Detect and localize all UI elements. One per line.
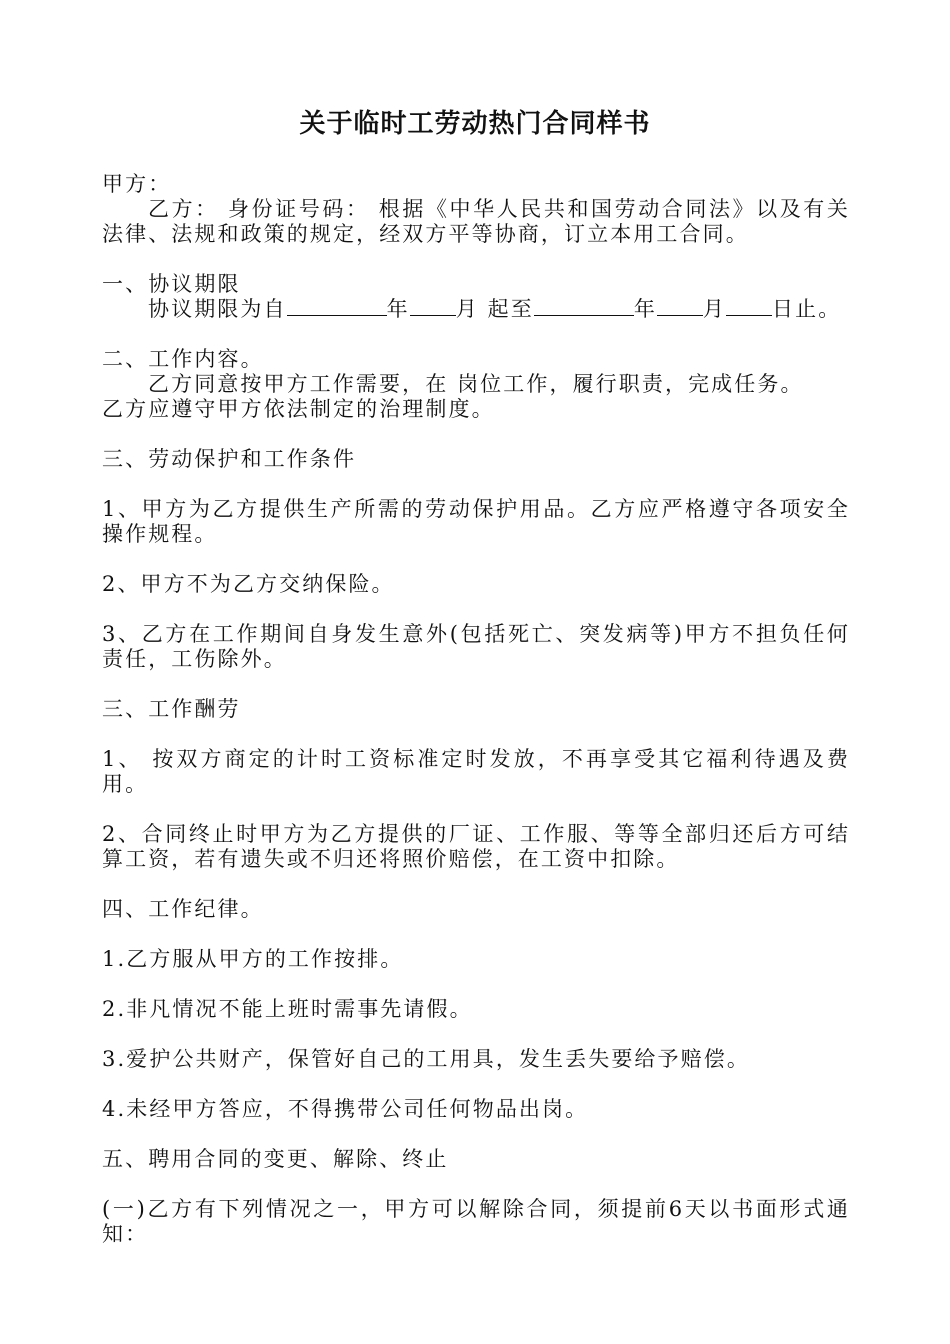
section-3b-item: 1、 按双方商定的计时工资标准定时发放，不再享受其它福利待遇及费用。 — [102, 747, 850, 796]
term-month-1: 月 — [455, 297, 479, 321]
term-suffix: 日止。 — [772, 297, 842, 321]
section-4-item: 3.爱护公共财产，保管好自己的工用具，发生丢失要给予赔偿。 — [102, 1047, 750, 1071]
section-2-heading: 二、工作内容。 — [102, 347, 264, 371]
section-3-item: 2、甲方不为乙方交纳保险。 — [102, 572, 395, 596]
section-4-item: 4.未经甲方答应，不得携带公司任何物品出岗。 — [102, 1097, 589, 1121]
section-2-paragraph-2: 乙方应遵守甲方依法制定的治理制度。 — [102, 397, 495, 421]
term-year-1: 年 — [386, 297, 410, 321]
blank-year-1 — [287, 297, 387, 316]
section-5-heading: 五、聘用合同的变更、解除、终止 — [102, 1147, 449, 1171]
section-4-item: 2.非凡情况不能上班时需事先请假。 — [102, 997, 473, 1021]
party-a-line: 甲方： — [102, 172, 172, 196]
term-line — [102, 297, 850, 322]
term-year-2: 年 — [633, 297, 657, 321]
section-3b-heading: 三、工作酬劳 — [102, 697, 241, 721]
document-body — [102, 172, 850, 1247]
intro-paragraph: 乙方： 身份证号码： 根据《中华人民共和国劳动合同法》以及有关法律、法规和政策的规定，经双方平等协商，订立本用工合同。 — [102, 197, 850, 246]
section-5-paragraph-1: (一)乙方有下列情况之一，甲方可以解除合同，须提前6天以书面形式通知： — [102, 1197, 850, 1246]
section-4-item: 1.乙方服从甲方的工作按排。 — [102, 947, 404, 971]
section-3-item: 1、甲方为乙方提供生产所需的劳动保护用品。乙方应严格遵守各项安全操作规程。 — [102, 497, 850, 546]
section-1-heading: 一、协议期限 — [102, 272, 241, 296]
blank-month-2 — [657, 297, 703, 316]
section-3b-item: 2、合同终止时甲方为乙方提供的厂证、工作服、等等全部归还后方可结算工资，若有遗失或不归还将照价赔偿，在工资中扣除。 — [102, 822, 850, 871]
section-4-heading: 四、工作纪律。 — [102, 897, 264, 921]
document-title: 关于临时工劳动热门合同样书 — [299, 109, 651, 139]
section-3-heading: 三、劳动保护和工作条件 — [102, 447, 357, 471]
section-3-item: 3、乙方在工作期间自身发生意外(包括死亡、突发病等)甲方不担负任何责任，工伤除外。 — [102, 622, 850, 671]
section-2-paragraph-1: 乙方同意按甲方工作需要，在 岗位工作，履行职责，完成任务。 — [148, 372, 804, 396]
blank-month-1 — [410, 297, 456, 316]
blank-day — [726, 297, 772, 316]
term-mid: 起至 — [478, 297, 534, 321]
term-month-2: 月 — [702, 297, 727, 321]
term-prefix: 协议期限为自 — [148, 297, 287, 321]
blank-year-2 — [534, 297, 634, 316]
